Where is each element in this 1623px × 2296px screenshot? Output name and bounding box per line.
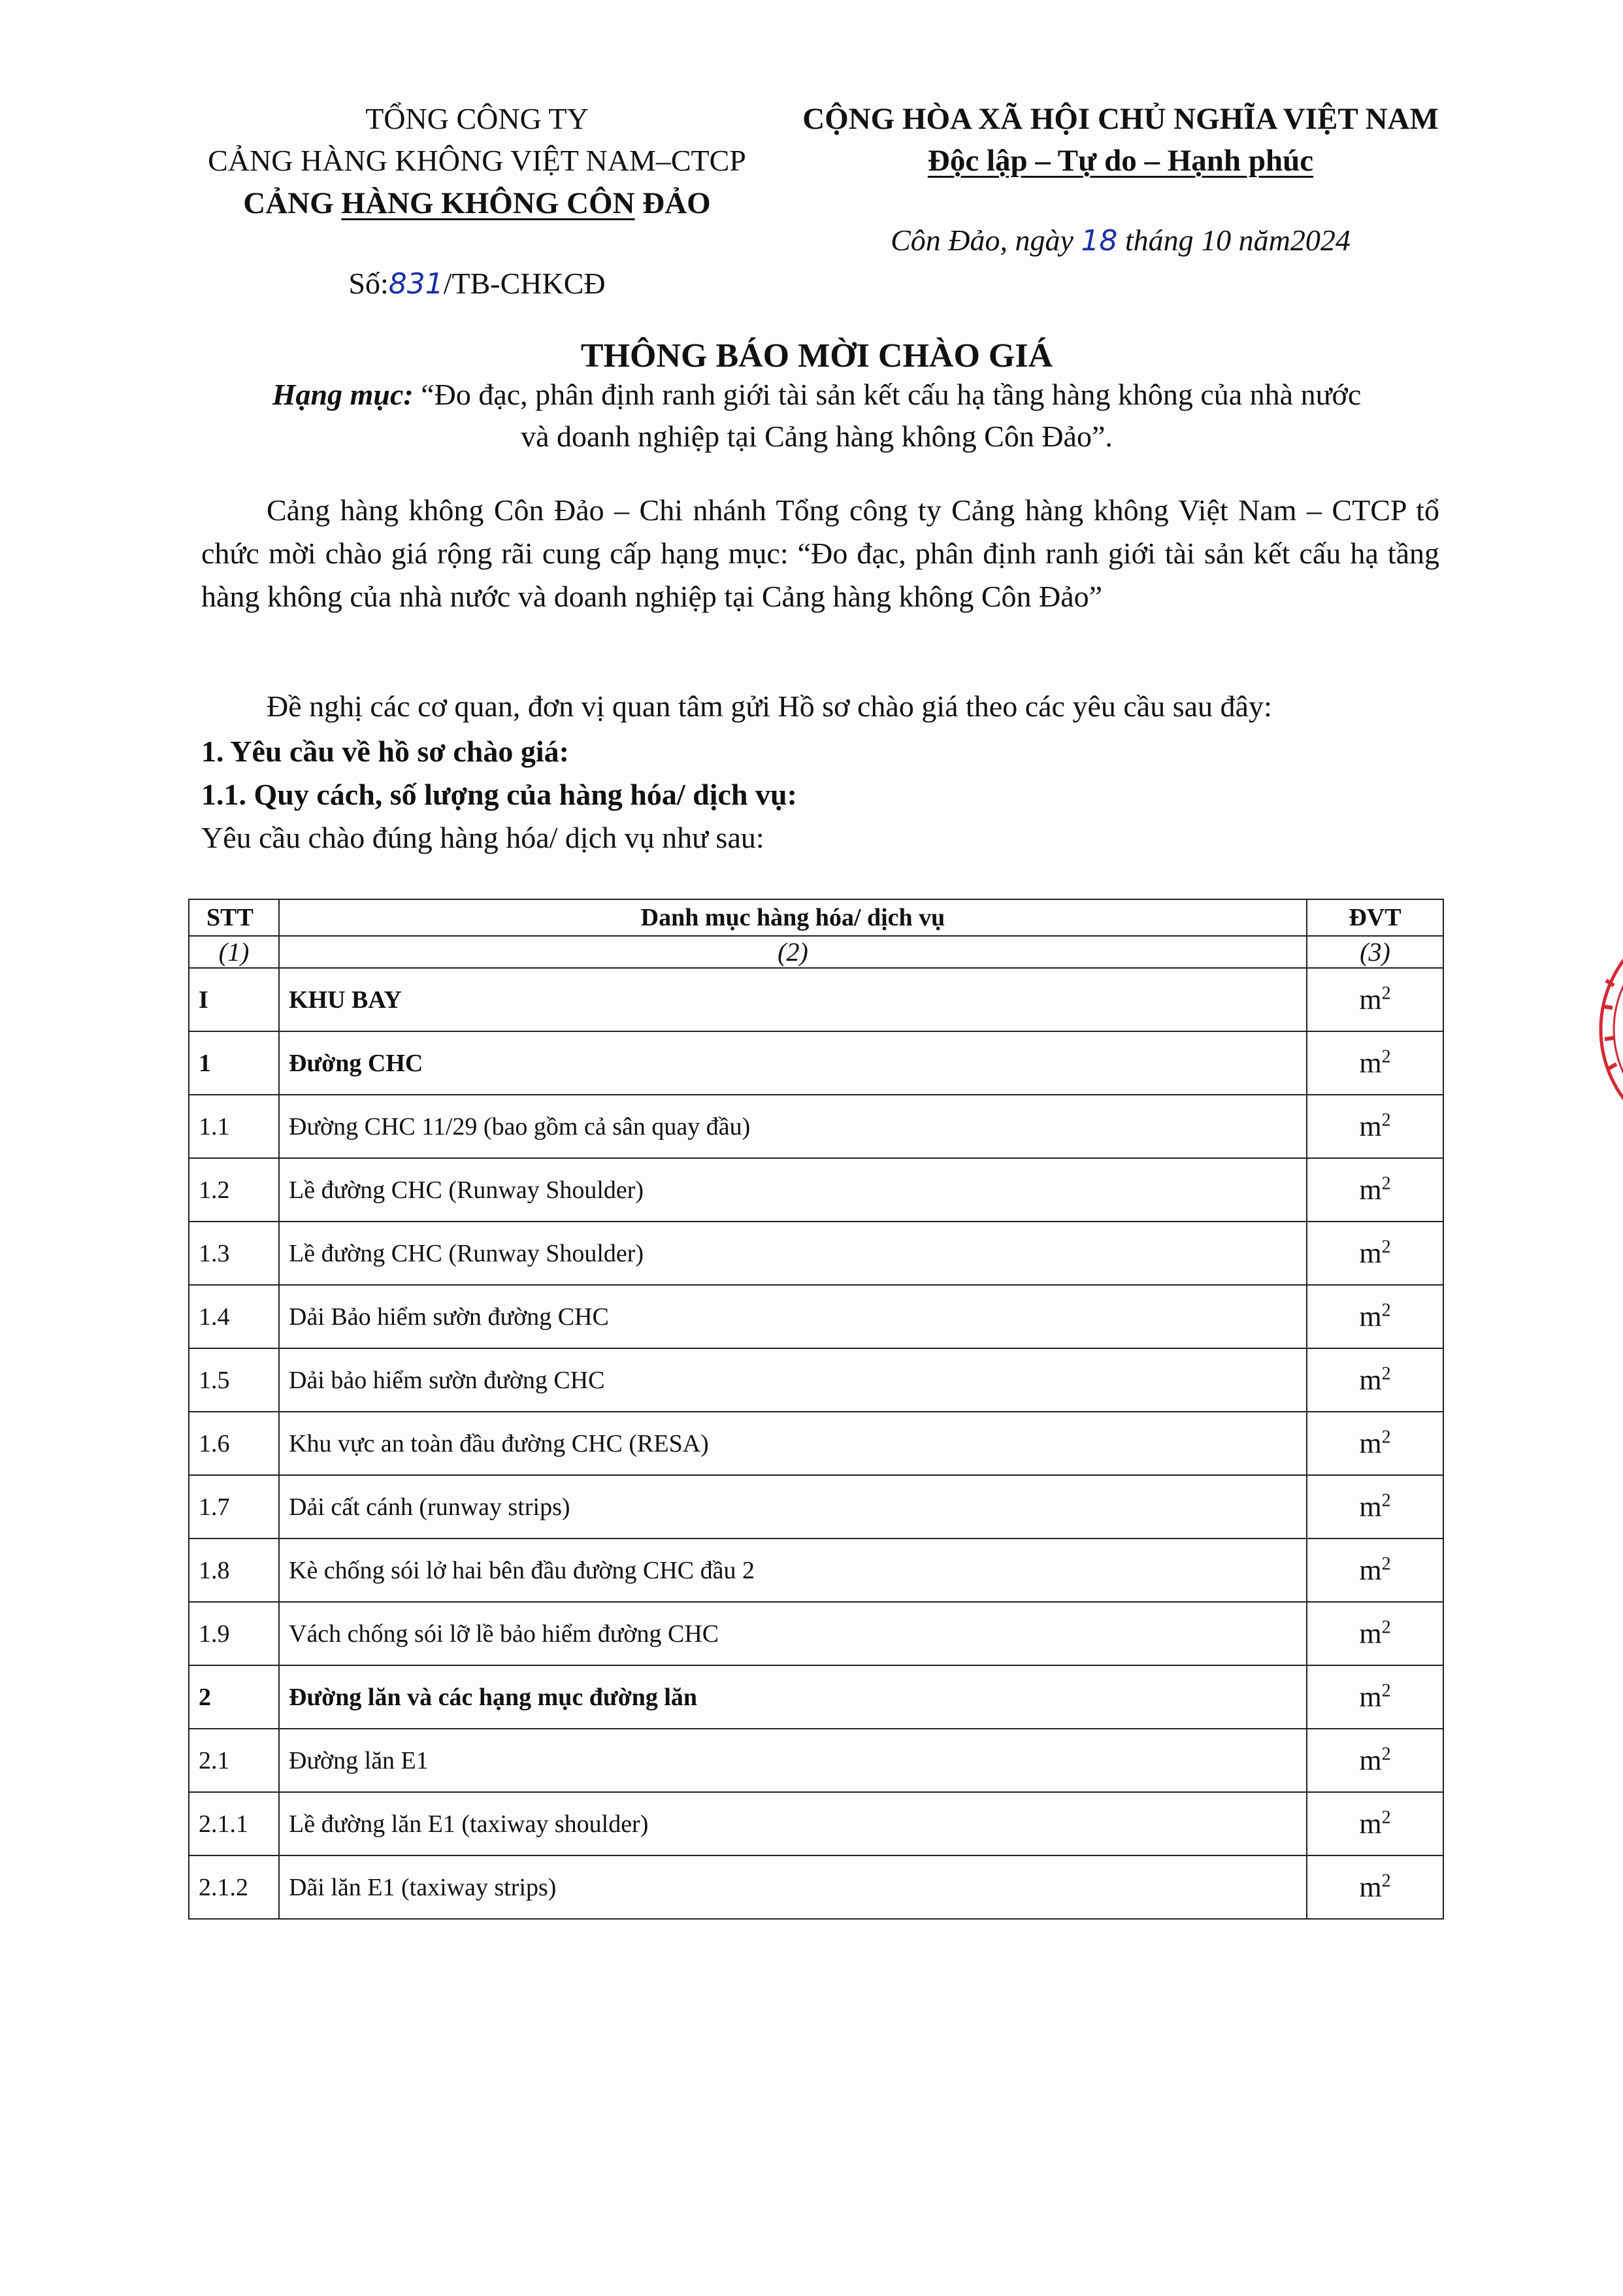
row-stt: 1.7 (189, 1475, 279, 1539)
row-unit (1307, 1475, 1443, 1539)
row-unit (1307, 1412, 1443, 1475)
unit-exponent: 2 (1381, 1871, 1391, 1891)
table-row (189, 1348, 1443, 1412)
row-item-name: Khu vực an toàn đầu đường CHC (RESA) (279, 1412, 1307, 1475)
row-stt: 1.3 (189, 1222, 279, 1285)
row-unit (1307, 968, 1443, 1031)
issuer-block (163, 98, 791, 305)
section-heading-1-1: 1.1. Quy cách, số lượng của hàng hóa/ dịch vụ: (201, 778, 797, 811)
row-item-name: Đường lăn và các hạng mục đường lăn (279, 1665, 1307, 1729)
unit-exponent: 2 (1381, 1300, 1391, 1321)
issuer-name-post: ĐẢO (634, 186, 711, 220)
parent-org: TỔNG CÔNG TY (365, 102, 589, 135)
unit-exponent: 2 (1381, 1617, 1391, 1638)
row-unit (1307, 1729, 1443, 1792)
row-stt: 2 (189, 1665, 279, 1729)
row-item-name: Vách chống sói lỡ lề bảo hiểm đường CHC (279, 1602, 1307, 1665)
red-seal-stamp-fragment (1580, 908, 1623, 1150)
unit-base: m (1359, 1871, 1382, 1903)
row-unit (1307, 1031, 1443, 1095)
subject-text-2: và doanh nghiệp tại Cảng hàng không Côn Đảo”. (521, 420, 1113, 453)
unit-exponent: 2 (1381, 1807, 1391, 1828)
national-heading (771, 98, 1470, 262)
row-stt: 2.1.1 (189, 1792, 279, 1855)
table-row (189, 1475, 1443, 1539)
row-stt: 1 (189, 1031, 279, 1095)
date-prefix: Côn Đảo, ngày (891, 224, 1081, 257)
unit-exponent: 2 (1381, 1680, 1391, 1701)
unit-base: m (1359, 1744, 1382, 1776)
index-name: (2) (279, 936, 1307, 968)
unit-exponent: 2 (1381, 1046, 1391, 1067)
subject-text-1: “Đo đạc, phân định ranh giới tài sản kết cấu hạ tầng hàng không của nhà nước (413, 378, 1362, 411)
docno-suffix: /TB-CHKCĐ (443, 267, 606, 300)
row-unit (1307, 1158, 1443, 1222)
row-item-name: Dải cất cánh (runway strips) (279, 1475, 1307, 1539)
row-unit (1307, 1665, 1443, 1729)
row-item-name: Lề đường lăn E1 (taxiway shoulder) (279, 1792, 1307, 1855)
unit-base: m (1359, 1808, 1382, 1840)
document-number (163, 263, 791, 305)
unit-base: m (1359, 1427, 1382, 1459)
table-row (189, 1222, 1443, 1285)
unit-base: m (1359, 984, 1382, 1016)
row-item-name: KHU BAY (279, 968, 1307, 1031)
intro-paragraph: Cảng hàng không Côn Đảo – Chi nhánh Tổng công ty Cảng hàng không Việt Nam – CTCP tổ chức mời chào giá rộng rãi cung cấp hạng mục: “Đo đạc, phân định ranh giới tài sản kết cấu hạ tầng hàng không của nhà nước và doanh nghiệp tại Cảng hàng không Côn Đảo” (201, 493, 1439, 613)
row-item-name: Đường lăn E1 (279, 1729, 1307, 1792)
unit-base: m (1359, 1554, 1382, 1586)
items-table (188, 899, 1444, 1920)
table-row (189, 1855, 1443, 1919)
row-unit (1307, 1285, 1443, 1348)
unit-base: m (1359, 1364, 1382, 1396)
unit-exponent: 2 (1381, 1554, 1391, 1574)
row-stt: 1.4 (189, 1285, 279, 1348)
country-name: CỘNG HÒA XÃ HỘI CHỦ NGHĨA VIỆT NAM (802, 102, 1439, 136)
row-item-name: Dải bảo hiểm sườn đường CHC (279, 1348, 1307, 1412)
unit-base: m (1359, 1174, 1382, 1206)
row-stt: 2.1 (189, 1729, 279, 1792)
table-intro: Yêu cầu chào đúng hàng hóa/ dịch vụ như sau: (201, 821, 764, 854)
row-item-name: Đường CHC 11/29 (bao gồm cả sân quay đầu) (279, 1095, 1307, 1158)
index-stt: (1) (189, 936, 279, 968)
date-day-handwritten: 18 (1081, 224, 1118, 258)
unit-exponent: 2 (1381, 1237, 1391, 1257)
unit-base: m (1359, 1301, 1382, 1333)
table-row (189, 1412, 1443, 1475)
header-unit: ĐVT (1307, 899, 1443, 936)
date-suffix: tháng 10 năm2024 (1117, 224, 1351, 257)
national-motto (771, 140, 1470, 182)
row-item-name: Dãi lăn E1 (taxiway strips) (279, 1855, 1307, 1919)
unit-exponent: 2 (1381, 983, 1391, 1004)
unit-exponent: 2 (1381, 1110, 1391, 1131)
row-item-name: Dải Bảo hiểm sườn đường CHC (279, 1285, 1307, 1348)
parent-org-full: CẢNG HÀNG KHÔNG VIỆT NAM–CTCP (208, 144, 746, 177)
unit-exponent: 2 (1381, 1173, 1391, 1194)
docno-handwritten: 831 (388, 267, 444, 301)
header-stt: STT (189, 899, 279, 936)
table-row (189, 1792, 1443, 1855)
row-item-name: Lề đường CHC (Runway Shoulder) (279, 1158, 1307, 1222)
row-item-name: Lề đường CHC (Runway Shoulder) (279, 1222, 1307, 1285)
subject-line (189, 374, 1444, 458)
row-unit (1307, 1348, 1443, 1412)
row-stt: 1.6 (189, 1412, 279, 1475)
row-item-name: Kè chống sói lở hai bên đầu đường CHC đầu 2 (279, 1539, 1307, 1602)
unit-base: m (1359, 1110, 1382, 1142)
row-stt: 1.1 (189, 1095, 279, 1158)
row-unit (1307, 1792, 1443, 1855)
motto-text: Độc lập – Tự do – Hạnh phúc (927, 144, 1314, 178)
docno-prefix: Số: (348, 267, 389, 300)
unit-base: m (1359, 1681, 1382, 1713)
table-row (189, 1729, 1443, 1792)
header-item-name: Danh mục hàng hóa/ dịch vụ (279, 899, 1307, 936)
unit-base: m (1359, 1237, 1382, 1269)
table-index-row (189, 936, 1443, 968)
unit-exponent: 2 (1381, 1363, 1391, 1384)
unit-exponent: 2 (1381, 1744, 1391, 1765)
table-row (189, 1095, 1443, 1158)
issuer-name-pre: CẢNG (243, 186, 342, 220)
table-row (189, 1031, 1443, 1095)
table-row (189, 968, 1443, 1031)
issuer-name-underlined: HÀNG KHÔNG CÔN (341, 186, 635, 220)
row-item-name: Đường CHC (279, 1031, 1307, 1095)
row-stt: 1.5 (189, 1348, 279, 1412)
section-heading-1: 1. Yêu cầu về hồ sơ chào giá: (201, 735, 569, 768)
unit-exponent: 2 (1381, 1427, 1391, 1448)
index-unit: (3) (1307, 936, 1443, 968)
issuer-name (163, 182, 791, 225)
table-row (189, 1285, 1443, 1348)
unit-base: m (1359, 1491, 1382, 1523)
table-row (189, 1158, 1443, 1222)
row-unit (1307, 1602, 1443, 1665)
subject-label: Hạng mục: (272, 378, 414, 411)
table-row (189, 1539, 1443, 1602)
document-title: THÔNG BÁO MỜI CHÀO GIÁ (580, 337, 1053, 374)
table-header-row (189, 899, 1443, 936)
unit-base: m (1359, 1618, 1382, 1650)
row-unit (1307, 1539, 1443, 1602)
row-stt: 1.8 (189, 1539, 279, 1602)
row-unit (1307, 1855, 1443, 1919)
table-row (189, 1602, 1443, 1665)
row-unit (1307, 1222, 1443, 1285)
row-stt: 1.2 (189, 1158, 279, 1222)
unit-base: m (1359, 1047, 1382, 1079)
row-stt: 1.9 (189, 1602, 279, 1665)
issue-date (771, 220, 1470, 262)
unit-exponent: 2 (1381, 1490, 1391, 1511)
row-stt: I (189, 968, 279, 1031)
row-unit (1307, 1095, 1443, 1158)
request-paragraph: Đề nghị các cơ quan, đơn vị quan tâm gửi Hồ sơ chào giá theo các yêu cầu sau đây: (267, 690, 1272, 723)
row-stt: 2.1.2 (189, 1855, 279, 1919)
table-row (189, 1665, 1443, 1729)
